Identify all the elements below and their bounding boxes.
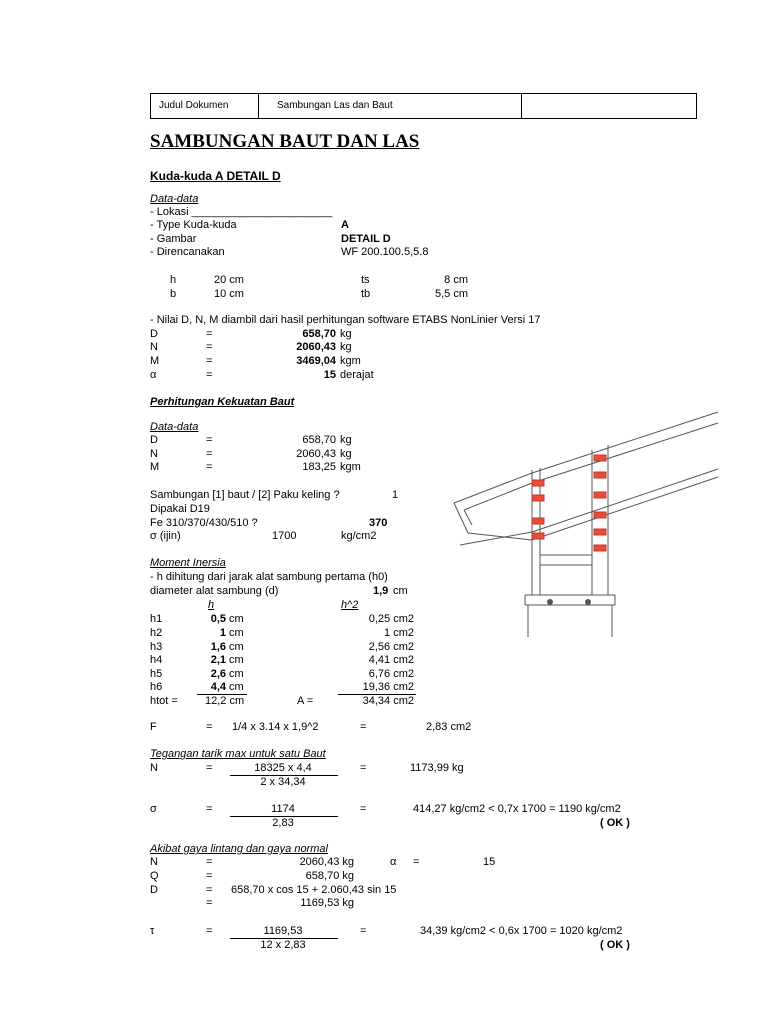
sigma-numerator: 1174 <box>271 803 295 815</box>
m-unit-2: kgm <box>340 461 361 473</box>
akibat-d-eq: = <box>206 884 213 896</box>
tau-numerator: 1169,53 <box>263 925 303 937</box>
gambar-label: - Gambar <box>150 233 197 245</box>
h-row-value: 2,6 <box>210 668 226 680</box>
alpha-unit-1: derajat <box>340 369 374 381</box>
perhitungan-heading: Perhitungan Kekuatan Baut <box>150 396 295 408</box>
h-row-unit: cm <box>229 627 244 639</box>
a-value: 34,34 cm2 <box>362 695 414 707</box>
type-label: - Type Kuda-kuda <box>150 219 237 231</box>
h2-row-value: 2,56 cm2 <box>368 641 414 653</box>
f-eq: = <box>206 721 213 733</box>
akibat-n-eq: = <box>206 856 213 868</box>
akibat-n-label: N <box>150 856 158 868</box>
tegangan-n-label: N <box>150 762 158 774</box>
sigma-ijin-label: σ (ijin) <box>150 530 181 542</box>
fe-value: 370 <box>369 517 388 529</box>
tegangan-result: 1173,99 kg <box>410 762 464 774</box>
h-row-name: h6 <box>150 681 163 693</box>
tb-label: tb <box>361 288 371 300</box>
sambungan-value: 1 <box>392 489 399 501</box>
lokasi-line: - Lokasi _______________________ <box>150 206 333 218</box>
tau-eq2: = <box>360 925 367 937</box>
htot-value: 12,2 cm <box>205 695 245 707</box>
d-unit-1: kg <box>340 328 352 340</box>
h-row-value: 0,5 <box>210 613 226 625</box>
h-row-value: 1,6 <box>210 641 226 653</box>
h-row-unit: cm <box>229 668 244 680</box>
sigma-ok: ( OK ) <box>600 817 630 829</box>
n-unit-1: kg <box>340 341 352 353</box>
sigma-label: σ <box>150 803 157 815</box>
n-val-1: 2060,43 <box>296 341 336 353</box>
akibat-d2-eq: = <box>206 897 213 909</box>
m-val-2: 183,25 <box>302 461 336 473</box>
h2-row-value: 1 cm2 <box>384 627 414 639</box>
col-h-header: h <box>208 599 215 611</box>
moment-line-2: diameter alat sambung (d) <box>150 585 279 597</box>
col-h2-header: h^2 <box>341 599 359 611</box>
nilai-note: - Nilai D, N, M diambil dari hasil perhitungan software ETABS NonLinier Versi 17 <box>150 314 541 326</box>
sigma-ijin-unit: kg/cm2 <box>341 530 377 542</box>
dipakai-line: Dipakai D19 <box>150 503 210 515</box>
ts-label: ts <box>361 274 370 286</box>
h-label: h <box>170 274 177 286</box>
f-eq2: = <box>360 721 367 733</box>
header-label: Judul Dokumen <box>159 100 229 111</box>
akibat-q-value: 658,70 kg <box>305 870 354 882</box>
akibat-alpha-value: 15 <box>483 856 496 868</box>
m-eq-2: = <box>206 461 213 473</box>
diameter-unit: cm <box>393 585 408 597</box>
header-value: Sambungan Las dan Baut <box>277 100 393 111</box>
n-unit-2: kg <box>340 448 352 460</box>
h-row-name: h2 <box>150 627 163 639</box>
m-unit-1: kgm <box>340 355 361 367</box>
sambungan-question: Sambungan [1] baut / [2] Paku keling ? <box>150 489 340 501</box>
n-sym-1: N <box>150 341 158 353</box>
sigma-eq: = <box>206 803 213 815</box>
data-heading-1: Data-data <box>150 193 199 205</box>
h-value: 20 cm <box>214 274 244 286</box>
alpha-eq-1: = <box>206 369 213 381</box>
d-sym-2: D <box>150 434 158 446</box>
m-val-1: 3469,04 <box>296 355 336 367</box>
tegangan-denominator: 2 x 34,34 <box>260 776 306 788</box>
header-divider-2 <box>521 94 522 118</box>
m-eq-1: = <box>206 355 213 367</box>
htot-label: htot = <box>150 695 178 707</box>
f-label: F <box>150 721 157 733</box>
d-eq-2: = <box>206 434 213 446</box>
section-subtitle: Kuda-kuda A DETAIL D <box>150 169 281 183</box>
d-eq-1: = <box>206 328 213 340</box>
akibat-d2-value: 1169,53 kg <box>300 897 354 909</box>
a-label: A = <box>297 695 314 707</box>
akibat-d-formula: 658,70 x cos 15 + 2.060,43 sin 15 <box>231 884 397 896</box>
f-formula: 1/4 x 3.14 x 1,9^2 <box>232 721 319 733</box>
h-row-name: h4 <box>150 654 163 666</box>
tau-eq: = <box>206 925 213 937</box>
h2-row-value: 19,36 cm2 <box>362 681 414 693</box>
tegangan-numerator: 18325 x 4,4 <box>254 762 312 774</box>
tau-denominator: 12 x 2,83 <box>260 939 306 951</box>
h-row-name: h5 <box>150 668 163 680</box>
tau-result: 34,39 kg/cm2 < 0,6x 1700 = 1020 kg/cm2 <box>420 925 623 937</box>
d-unit-2: kg <box>340 434 352 446</box>
sigma-result: 414,27 kg/cm2 < 0,7x 1700 = 1190 kg/cm2 <box>413 803 621 815</box>
h-row-unit: cm <box>229 681 244 693</box>
h-row-name: h3 <box>150 641 163 653</box>
h-row-unit: cm <box>229 641 244 653</box>
ts-value: 8 cm <box>444 274 468 286</box>
h-row-unit: cm <box>229 613 244 625</box>
type-value: A <box>341 219 349 231</box>
d-sym-1: D <box>150 328 158 340</box>
document-header-box <box>150 93 697 119</box>
akibat-alpha-eq: = <box>413 856 420 868</box>
akibat-heading: Akibat gaya lintang dan gaya normal <box>150 843 328 855</box>
sigma-denominator: 2,83 <box>272 817 294 829</box>
tb-value: 5,5 cm <box>434 288 468 300</box>
tegangan-heading: Tegangan tarik max untuk satu Baut <box>150 748 326 760</box>
header-divider-1 <box>258 94 259 118</box>
sigma-ijin-value: 1700 <box>272 530 297 542</box>
n-eq-1: = <box>206 341 213 353</box>
b-value: 10 cm <box>214 288 244 300</box>
n-sym-2: N <box>150 448 158 460</box>
h-row-value: 1 <box>219 627 226 639</box>
h-row-value: 4,4 <box>210 681 226 693</box>
b-label: b <box>170 288 177 300</box>
header-extra <box>523 94 531 118</box>
h2-row-value: 0,25 cm2 <box>368 613 414 625</box>
m-sym-1: M <box>150 355 160 367</box>
diameter-value: 1,9 <box>373 585 389 597</box>
akibat-d-label: D <box>150 884 158 896</box>
akibat-q-label: Q <box>150 870 159 882</box>
connection-detail-drawing <box>440 405 730 640</box>
alpha-val-1: 15 <box>323 369 336 381</box>
tau-label: τ <box>150 925 155 937</box>
akibat-n-value: 2060,43 kg <box>299 856 354 868</box>
h2-row-value: 4,41 cm2 <box>368 654 414 666</box>
direncanakan-value: WF 200.100.5,5.8 <box>341 246 429 258</box>
n-val-2: 2060,43 <box>296 448 336 460</box>
gambar-value: DETAIL D <box>341 233 391 245</box>
tau-ok: ( OK ) <box>600 939 630 951</box>
alpha-sym-1: α <box>150 369 157 381</box>
data-heading-2: Data-data <box>150 421 199 433</box>
h-row-value: 2,1 <box>210 654 226 666</box>
h2-row-value: 6,76 cm2 <box>368 668 414 680</box>
d-val-1: 658,70 <box>302 328 336 340</box>
fe-question: Fe 310/370/430/510 ? <box>150 517 258 529</box>
tegangan-eq2: = <box>360 762 367 774</box>
f-result: 2,83 cm2 <box>426 721 472 733</box>
moment-line-1: - h dihitung dari jarak alat sambung pertama (h0) <box>150 571 388 583</box>
sigma-eq2: = <box>360 803 367 815</box>
d-val-2: 658,70 <box>302 434 336 446</box>
akibat-q-eq: = <box>206 870 213 882</box>
page-title: SAMBUNGAN BAUT DAN LAS <box>150 131 420 152</box>
m-sym-2: M <box>150 461 160 473</box>
tegangan-eq: = <box>206 762 213 774</box>
h-row-name: h1 <box>150 613 163 625</box>
h-row-unit: cm <box>229 654 244 666</box>
moment-heading: Moment Inersia <box>150 557 226 569</box>
akibat-alpha-label: α <box>390 856 397 868</box>
direncanakan-label: - Direncanakan <box>150 246 225 258</box>
n-eq-2: = <box>206 448 213 460</box>
